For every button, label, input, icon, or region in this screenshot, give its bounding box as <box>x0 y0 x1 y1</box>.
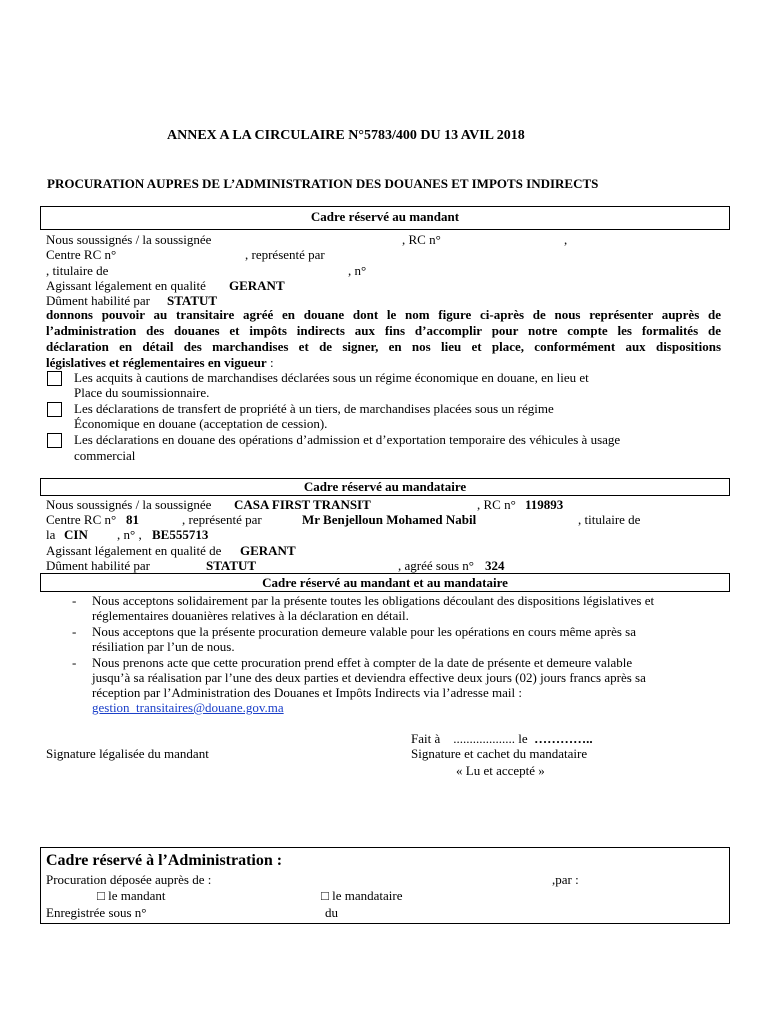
mandant-qualite-value: GERANT <box>229 278 285 293</box>
mandataire-habilite-label: Dûment habilité par <box>46 558 150 573</box>
fait-line <box>411 731 593 746</box>
commun-item-line: réception par l’Administration des Douanes et Impôts Indirects via l’adresse mail : <box>92 685 522 700</box>
administration-heading: Cadre réservé à l’Administration : <box>46 852 283 869</box>
option-text: Place du soumissionnaire. <box>74 385 210 400</box>
mandant-rc-label: , RC n° <box>402 232 441 247</box>
mandant-represente-label: , représenté par <box>245 247 325 262</box>
document-title: ANNEX A LA CIRCULAIRE N°5783/400 DU 13 AVIL 2018 <box>167 128 525 143</box>
option-text: commercial <box>74 448 136 463</box>
option-text: Les déclarations en douane des opérations d’admission et d’exportation temporaire des véhicules à usage <box>74 432 621 447</box>
commun-item-line: jusqu’à sa réalisation par l’une des deux parties et deviendra effective deux jours (02) jours francs après sa <box>92 670 646 685</box>
mandant-paragraph-line: déclaration en détail des marchandises et de signer, en nos lieu et place, conformément aux dispositions <box>46 339 721 354</box>
option-checkbox[interactable] <box>47 371 62 386</box>
mandataire-rc-value: 119893 <box>525 497 564 512</box>
mandant-paragraph-last-text: législatives et réglementaires en vigueur <box>46 355 267 370</box>
mandataire-qualite-value: GERANT <box>240 543 296 558</box>
option-checkbox[interactable] <box>47 433 62 448</box>
bullet-dash: - <box>72 593 77 608</box>
mandant-paragraph-last <box>46 355 274 370</box>
deposee-label: Procuration déposée auprès de : <box>46 872 212 887</box>
mandataire-titulaire-label: , titulaire de <box>578 512 641 527</box>
mandataire-signature-label: Signature et cachet du mandataire <box>411 746 588 761</box>
mandataire-centre-value: 81 <box>126 512 139 527</box>
mandataire-agree-value: 324 <box>485 558 505 573</box>
par-label: ,par : <box>552 872 579 887</box>
fait-label: Fait à <box>411 731 441 746</box>
option-text: Les acquits à cautions de marchandises déclarées sous un régime économique en douane, en lieu et <box>74 370 589 385</box>
opt-mandataire-label: le mandataire <box>332 888 403 903</box>
mandataire-heading: Cadre réservé au mandataire <box>303 479 467 494</box>
mandant-titulaire-label: , titulaire de <box>46 263 109 278</box>
mandataire-n-label: , n° , <box>117 527 142 542</box>
mandataire-centre-label: Centre RC n° <box>46 512 117 527</box>
mandant-n-label: , n° <box>348 263 367 278</box>
fait-dots: ................... <box>453 731 515 746</box>
mandataire-la: la <box>46 527 56 542</box>
mandataire-n-value: BE555713 <box>152 527 209 542</box>
mandant-paragraph-line: donnons pouvoir au transitaire agréé en douane dont le nom figure ci-après de nous représenter auprès de <box>46 307 721 322</box>
mandant-habilite-value: STATUT <box>167 293 218 308</box>
le-dots: ………….. <box>534 731 593 746</box>
commun-item-line: réglementaires douanières relatives à la déclaration en détail. <box>92 608 409 623</box>
du-label: du <box>325 905 338 920</box>
commun-item-line: Nous acceptons solidairement par la présente toutes les obligations découlant des dispositions législatives et <box>92 593 655 608</box>
commun-item-line: Nous acceptons que la présente procuration demeure valable pour les opérations en cours même après sa <box>92 624 636 639</box>
mandataire-line1-label: Nous soussignés / la soussignée <box>46 497 212 512</box>
mandataire-rc-label: , RC n° <box>477 497 516 512</box>
commun-heading: Cadre réservé au mandant et au mandataire <box>262 575 508 590</box>
square-bullet-icon: □ <box>321 888 329 903</box>
email-link[interactable]: gestion_transitaires@douane.gov.ma <box>92 700 284 715</box>
mandant-paragraph-colon: : <box>266 355 274 370</box>
lu-accepte: « Lu et accepté » <box>456 763 545 778</box>
opt-mandant-label: le mandant <box>108 888 166 903</box>
option-mandataire <box>321 888 403 903</box>
mandataire-company: CASA FIRST TRANSIT <box>234 497 371 512</box>
bullet-dash: - <box>72 655 77 670</box>
mandant-qualite-label: Agissant légalement en qualité <box>46 278 206 293</box>
mandant-line1-label: Nous soussignés / la soussignée <box>46 232 212 247</box>
le-label: le <box>518 731 528 746</box>
mandant-heading: Cadre réservé au mandant <box>310 209 460 224</box>
option-text: Économique en douane (acceptation de cession). <box>74 416 328 431</box>
commun-item-line: Nous prenons acte que cette procuration prend effet à compter de la date de présente et demeure valable <box>92 655 633 670</box>
mandant-line1-comma: , <box>564 232 568 247</box>
square-bullet-icon: □ <box>97 888 105 903</box>
option-text: Les déclarations de transfert de propriété à un tiers, de marchandises placées sous un régime <box>74 401 554 416</box>
document-subtitle: PROCURATION AUPRES DE L’ADMINISTRATION DES DOUANES ET IMPOTS INDIRECTS <box>47 176 599 191</box>
mandataire-cin: CIN <box>64 527 88 542</box>
mandataire-agree-label: , agréé sous n° <box>398 558 474 573</box>
enregistree-label: Enregistrée sous n° <box>46 905 147 920</box>
bullet-dash: - <box>72 624 77 639</box>
mandant-centre-label: Centre RC n° <box>46 247 117 262</box>
mandant-paragraph-line: l’administration des douanes et impôts indirects aux fins d’accomplir pour notre compte les formalités de <box>46 323 721 338</box>
mandant-habilite-label: Dûment habilité par <box>46 293 150 308</box>
mandant-signature-label: Signature légalisée du mandant <box>46 746 209 761</box>
option-checkbox[interactable] <box>47 402 62 417</box>
mandataire-qualite-label: Agissant légalement en qualité de <box>46 543 222 558</box>
mandataire-represente-label: , représenté par <box>182 512 262 527</box>
mandataire-habilite-value: STATUT <box>206 558 257 573</box>
mandataire-represente-value: Mr Benjelloun Mohamed Nabil <box>302 512 477 527</box>
option-mandant <box>97 888 166 903</box>
commun-item-line: résiliation par l’un de nous. <box>92 639 235 654</box>
